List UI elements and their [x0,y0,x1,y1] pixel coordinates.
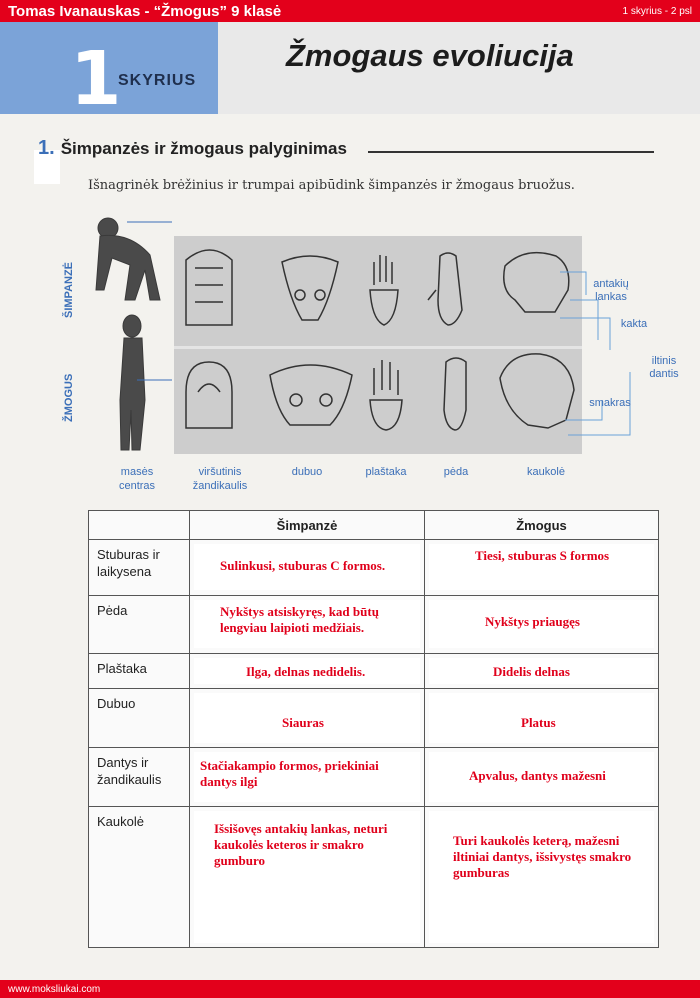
caption-pelvis: dubuo [291,466,323,478]
header-chimp: Šimpanzė [190,511,425,540]
header-empty [89,511,190,540]
section-number: 1. [38,137,55,159]
table-row [89,807,659,948]
footer-banner [0,980,700,998]
chimp-answer-field[interactable]: Nykštys atsiskyręs, kad būtų lengviau laipioti medžiais. [194,600,420,648]
caption-mass-center: masės centras [118,466,156,492]
row-label: Pėda [89,596,190,654]
caption-foot: pėda [443,466,469,478]
row-label: Plaštaka [89,654,190,689]
chimp-figure-icon [96,218,160,300]
caption-skull: kaukolė [527,466,565,478]
instruction-text: Išnagrinėk brėžinius ir trumpai apibūdink šimpanzės ir žmogaus bruožus. [88,178,575,193]
human-answer-field[interactable]: Nykštys priaugęs [429,600,654,648]
human-side-label: ŽMOGUS [63,373,75,422]
human-foot-icon [444,358,466,430]
caption-hand: plaštaka [365,466,407,478]
chimp-hand-icon [370,255,398,325]
table-header-row [89,511,659,540]
chimp-answer-field[interactable]: Stačiakampio formos, priekiniai dantys ilgi [194,752,420,802]
chimp-pelvis-icon [282,256,338,320]
human-answer-field[interactable]: Didelis delnas [429,658,654,684]
human-hand-icon [370,360,402,430]
human-answer-field[interactable]: Turi kaukolės keterą, mažesni iltiniai dantys, išsivystęs smakro gumburas [429,811,654,943]
section-title-text: Šimpanzės ir žmogaus palyginimas [60,139,347,158]
table-row [89,748,659,807]
label-canine-tooth: iltinis dantis [649,355,679,380]
comparison-table [88,510,659,948]
chimp-answer-field[interactable]: Sulinkusi, stuburas C formos. [194,544,420,590]
row-label: Stuburas ir laikysena [89,540,190,596]
chimp-foot-icon [428,253,462,325]
human-answer-field[interactable]: Apvalus, dantys mažesni [429,752,654,802]
footer-site: www.moksliukai.com [8,983,101,995]
table-row [89,654,659,689]
human-figure-icon [120,315,145,450]
human-jaw-icon [186,362,232,428]
table-row [89,689,659,748]
caption-upper-jaw: viršutinis žandikaulis [192,466,248,492]
chimp-answer-field[interactable]: Siauras [194,693,420,743]
label-brow-ridge: antakių lankas [593,278,629,303]
chimp-jaw-icon [186,250,232,325]
human-pelvis-icon [270,365,352,425]
chapter-number: 1 [70,36,122,122]
chimp-answer-field[interactable]: Išsišovęs antakių lankas, neturi kaukolės keteros ir smakro gumburo [194,811,420,943]
table-row [89,540,659,596]
human-answer-field[interactable]: Tiesi, stuburas S formos [429,544,654,590]
chapter-label: SKYRIUS [118,72,197,89]
page-reference: 1 skyrius - 2 psl [622,5,692,17]
label-forehead: kakta [620,318,648,330]
row-label: Dantys ir žandikaulis [89,748,190,807]
row-label: Kaukolė [89,807,190,948]
human-answer-field[interactable]: Platus [429,693,654,743]
chimp-answer-field[interactable]: Ilga, delnas nedidelis. [194,658,420,684]
chimp-side-label: ŠIMPANZĖ [63,261,75,318]
chapter-title: Žmogaus evoliucija [286,38,574,73]
chimp-skull-icon [504,253,569,312]
row-label: Dubuo [89,689,190,748]
book-title: Tomas Ivanauskas - “Žmogus” 9 klasė [8,2,282,20]
human-skull-icon [500,354,574,428]
table-row [89,596,659,654]
header-human: Žmogus [425,511,659,540]
label-chin: smakras [589,397,631,409]
